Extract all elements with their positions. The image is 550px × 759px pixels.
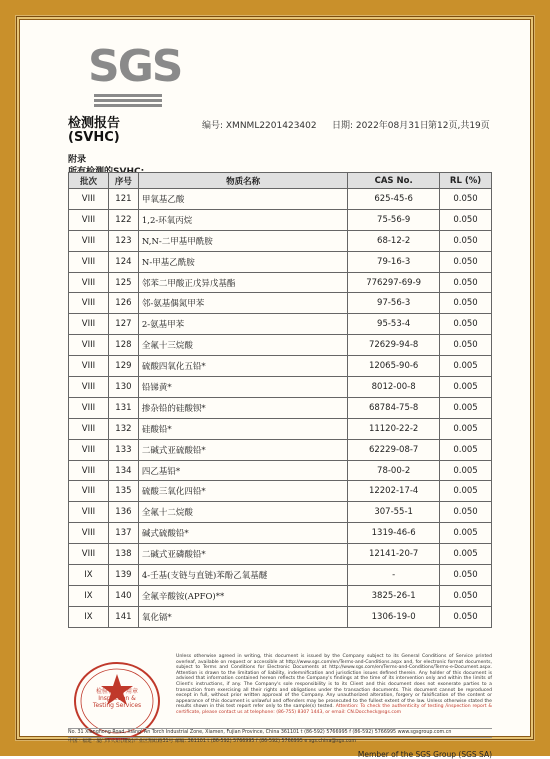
cell-cas: 12141-20-7: [348, 544, 440, 565]
cell-seq: 127: [108, 314, 138, 335]
cell-batch: VIII: [69, 502, 109, 523]
cell-cas: 97-56-3: [348, 293, 440, 314]
page-number: 第12页,共19页: [428, 118, 490, 131]
address-block: [68, 728, 492, 746]
cell-rl: 0.005: [440, 356, 492, 377]
table-header-row: [69, 173, 492, 189]
cell-substance: 碱式硫酸铅*: [138, 523, 347, 544]
cell-rl: 0.050: [440, 293, 492, 314]
cell-batch: VIII: [69, 418, 109, 439]
cell-batch: VIII: [69, 544, 109, 565]
cell-seq: 134: [108, 460, 138, 481]
cell-cas: 78-00-2: [348, 460, 440, 481]
member-text: Member of the SGS Group (SGS SA): [358, 750, 492, 759]
cell-substance: 1,2-环氧丙烷: [138, 209, 347, 230]
cell-batch: VIII: [69, 293, 109, 314]
cell-rl: 0.005: [440, 544, 492, 565]
cell-batch: IX: [69, 606, 109, 627]
cell-seq: 131: [108, 397, 138, 418]
table-row: [69, 251, 492, 272]
cell-seq: 139: [108, 565, 138, 586]
table-row: [69, 335, 492, 356]
cell-rl: 0.050: [440, 230, 492, 251]
table-row: [69, 544, 492, 565]
cell-substance: 2-氨基甲苯: [138, 314, 347, 335]
cell-cas: 68-12-2: [348, 230, 440, 251]
sgs-logo-lines: [94, 94, 162, 109]
cell-batch: VIII: [69, 272, 109, 293]
cell-batch: IX: [69, 585, 109, 606]
document-page: [40, 22, 510, 734]
cell-cas: 11120-22-2: [348, 418, 440, 439]
address-en: No. 31 Xianghong Road, Xiang' An Torch Industrial Zone, Xiamen, Fujian Province, China 361101 t (86-592) 5766995 f (86-592) 5766995 www.sgsgroup.com.cn: [68, 729, 451, 737]
table-row: [69, 460, 492, 481]
cell-rl: 0.005: [440, 460, 492, 481]
table-row: [69, 523, 492, 544]
table-row: [69, 606, 492, 627]
cell-batch: VIII: [69, 377, 109, 398]
cell-cas: 776297-69-9: [348, 272, 440, 293]
cell-cas: 79-16-3: [348, 251, 440, 272]
cell-rl: 0.050: [440, 335, 492, 356]
cell-seq: 125: [108, 272, 138, 293]
svhc-table: [68, 172, 492, 628]
cell-cas: 95-53-4: [348, 314, 440, 335]
cell-cas: 12065-90-6: [348, 356, 440, 377]
cell-batch: VIII: [69, 230, 109, 251]
cell-substance: N-甲基乙酰胺: [138, 251, 347, 272]
cell-substance: 掺杂铅的硅酸钡*: [138, 397, 347, 418]
cell-batch: VIII: [69, 460, 109, 481]
table-row: [69, 356, 492, 377]
report-number: 编号: XMNML2201423402: [202, 118, 317, 131]
table-row: [69, 502, 492, 523]
header-cas: CAS No.: [348, 173, 440, 189]
address-en-row: [68, 728, 492, 737]
cell-seq: 140: [108, 585, 138, 606]
address-cn-row: [68, 737, 492, 746]
cell-substance: 铅锑黄*: [138, 377, 347, 398]
cell-seq: 128: [108, 335, 138, 356]
table-row: [69, 293, 492, 314]
cell-seq: 126: [108, 293, 138, 314]
disclaimer: [176, 654, 492, 716]
cell-batch: VIII: [69, 397, 109, 418]
cell-seq: 130: [108, 377, 138, 398]
cell-substance: 全氟十二烷酸: [138, 502, 347, 523]
cell-batch: IX: [69, 565, 109, 586]
table-row: [69, 272, 492, 293]
cell-substance: 二碱式亚硫酸铅*: [138, 439, 347, 460]
cell-rl: 0.050: [440, 209, 492, 230]
cell-rl: 0.005: [440, 439, 492, 460]
cell-substance: N,N-二甲基甲酰胺: [138, 230, 347, 251]
cell-rl: 0.050: [440, 606, 492, 627]
table-row: [69, 565, 492, 586]
cell-substance: 二碱式亚磷酸铅*: [138, 544, 347, 565]
cell-seq: 122: [108, 209, 138, 230]
cell-rl: 0.050: [440, 314, 492, 335]
table-row: [69, 481, 492, 502]
stamp-text: 检验检测专用章 Inspection & Testing Services: [92, 688, 142, 709]
cell-cas: 8012-00-8: [348, 377, 440, 398]
cell-rl: 0.050: [440, 565, 492, 586]
cell-cas: 307-55-1: [348, 502, 440, 523]
sgs-logo-text: SGS: [88, 42, 168, 92]
report-subtitle: (SVHC): [68, 130, 120, 145]
header-batch: 批次: [69, 173, 109, 189]
table-row: [69, 397, 492, 418]
cell-seq: 136: [108, 502, 138, 523]
cell-cas: 3825-26-1: [348, 585, 440, 606]
cell-seq: 123: [108, 230, 138, 251]
table-row: [69, 189, 492, 210]
cell-seq: 135: [108, 481, 138, 502]
cell-rl: 0.050: [440, 272, 492, 293]
cell-seq: 129: [108, 356, 138, 377]
cell-batch: VIII: [69, 481, 109, 502]
cell-cas: 68784-75-8: [348, 397, 440, 418]
address-cn: 中国 · 福建 · 厦门市火炬(翔安)产业区翔虹路31号 邮编: 361101 t (86-592) 5766995 f (86-592) 5766995 e sgs.china@sgs.com: [68, 738, 356, 746]
disclaimer-text: Unless otherwise agreed in writing, this document is issued by the Company subject to its General Conditions of Service printed overleaf, available on request or accessible at http://www.sgs.com/en/Terms-and-Conditions.aspx and, for electronic format documents, subject to Terms and Conditions for Electronic Documents at http://www.sgs.com/en/Terms-and-Conditions/Terms-e-Document.aspx. Attention is drawn to the limitation of liability, indemnification and jurisdiction issues defined therein. Any holder of this document is advised that information contained hereon reflects the Company's findings at the time of its intervention only and within the limits of Client's instructions, if any. The Company's sole responsibility is to its Client and this document does not exonerate parties to a transaction from exercising all their rights and obligations under the transaction documents. This document cannot be reproduced except in full, without prior written approval of the Company. Any unauthorized alteration, forgery or falsification of the content or appearance of this document is unlawful and offenders may be prosecuted to the fullest extent of the law. Unless otherwise stated the results shown in this test report refer only to the sample(s) tested.: [176, 654, 492, 709]
table-row: [69, 439, 492, 460]
header-rl: RL (%): [440, 173, 492, 189]
cell-batch: VIII: [69, 523, 109, 544]
cell-seq: 121: [108, 189, 138, 210]
cell-substance: 硅酸铅*: [138, 418, 347, 439]
sgs-logo: [88, 42, 168, 110]
cell-substance: 硫酸四氧化五铅*: [138, 356, 347, 377]
cell-seq: 124: [108, 251, 138, 272]
cell-batch: VIII: [69, 209, 109, 230]
cell-seq: 141: [108, 606, 138, 627]
cell-cas: 1319-46-6: [348, 523, 440, 544]
table-row: [69, 377, 492, 398]
cell-rl: 0.005: [440, 481, 492, 502]
cell-cas: 12202-17-4: [348, 481, 440, 502]
cell-seq: 133: [108, 439, 138, 460]
cell-batch: VIII: [69, 335, 109, 356]
cell-cas: 75-56-9: [348, 209, 440, 230]
cell-cas: -: [348, 565, 440, 586]
cell-cas: 72629-94-8: [348, 335, 440, 356]
cell-rl: 0.050: [440, 502, 492, 523]
cell-substance: 氧化镉*: [138, 606, 347, 627]
table-row: [69, 230, 492, 251]
authenticity-notice: Attention: To check the authenticity of testing /inspection report & certificate, please contact us at telephone: (86-755) 8307 1443, or email: CN.Doccheck@sgs.com: [176, 704, 492, 715]
appendix-label: 附录: [68, 152, 86, 165]
cell-batch: VIII: [69, 439, 109, 460]
cell-rl: 0.005: [440, 418, 492, 439]
cell-batch: VIII: [69, 189, 109, 210]
cell-substance: 甲氧基乙酸: [138, 189, 347, 210]
cell-substance: 邻苯二甲酸正戊异戊基酯: [138, 272, 347, 293]
cell-rl: 0.005: [440, 377, 492, 398]
cell-substance: 全氟辛酸铵(APFO)**: [138, 585, 347, 606]
cell-rl: 0.050: [440, 251, 492, 272]
report-date: 日期: 2022年08月31日: [332, 118, 429, 131]
cell-substance: 硫酸三氧化四铅*: [138, 481, 347, 502]
cell-substance: 四乙基铅*: [138, 460, 347, 481]
cell-cas: 625-45-6: [348, 189, 440, 210]
cell-rl: 0.005: [440, 523, 492, 544]
table-row: [69, 314, 492, 335]
cell-batch: VIII: [69, 356, 109, 377]
cell-cas: 1306-19-0: [348, 606, 440, 627]
cell-batch: VIII: [69, 251, 109, 272]
report-title: 检测报告: [68, 112, 120, 131]
cell-rl: 0.005: [440, 397, 492, 418]
cell-substance: 全氟十三烷酸: [138, 335, 347, 356]
cell-seq: 137: [108, 523, 138, 544]
header-seq: 序号: [108, 173, 138, 189]
cell-substance: 邻-氨基偶氮甲苯: [138, 293, 347, 314]
cell-rl: 0.050: [440, 189, 492, 210]
cell-seq: 138: [108, 544, 138, 565]
table-row: [69, 418, 492, 439]
cell-cas: 62229-08-7: [348, 439, 440, 460]
cell-seq: 132: [108, 418, 138, 439]
table-row: [69, 585, 492, 606]
header-substance: 物质名称: [138, 173, 347, 189]
table-row: [69, 209, 492, 230]
cell-substance: 4-壬基(支链与直链)苯酚乙氧基醚: [138, 565, 347, 586]
cell-batch: VIII: [69, 314, 109, 335]
cell-rl: 0.050: [440, 585, 492, 606]
